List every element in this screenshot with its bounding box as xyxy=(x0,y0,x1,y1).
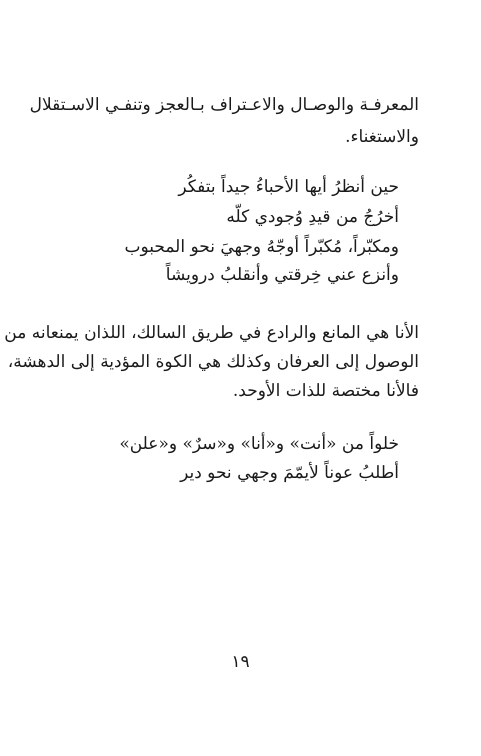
verse-1-line-4: وأنزع عني خِرقتي وأنقلبُ درويشاً xyxy=(165,265,399,285)
paragraph-1-line-1: المعرفـة والوصـال والاعـتراف بـالعجز وتنفـي الاسـتقلال xyxy=(29,95,419,115)
verse-2-line-1: خلواً من «أنت» و«أنا» و«سرٌ» و«علن» xyxy=(119,434,399,454)
paragraph-2-line-1: الأنا هي المانع والرادع في طريق السالك، اللذان يمنعانه من xyxy=(4,323,419,343)
verse-2-line-2: أطلبُ عوناً لأيمّمَ وجهي نحو دير xyxy=(180,463,399,483)
verse-1-line-3: ومكبّراً، مُكبّراً أوجّهُ وجهيَ نحو المحبوب xyxy=(124,237,399,257)
paragraph-2-line-2: الوصول إلى العرفان وكذلك هي الكوة المؤدية إلى الدهشة، xyxy=(7,352,419,372)
verse-1-line-2: أخرُجُ من قيدِ وُجودي كلّه xyxy=(226,207,399,227)
page-number: ١٩ xyxy=(231,652,250,672)
verse-1-line-1: حين أنظرُ أيها الأحباءُ جيداً بتفكُر xyxy=(178,177,399,197)
paragraph-2-line-3: فالأنا مختصة للذات الأوحد. xyxy=(232,381,419,401)
paragraph-1-line-2: والاستغناء. xyxy=(345,127,419,147)
